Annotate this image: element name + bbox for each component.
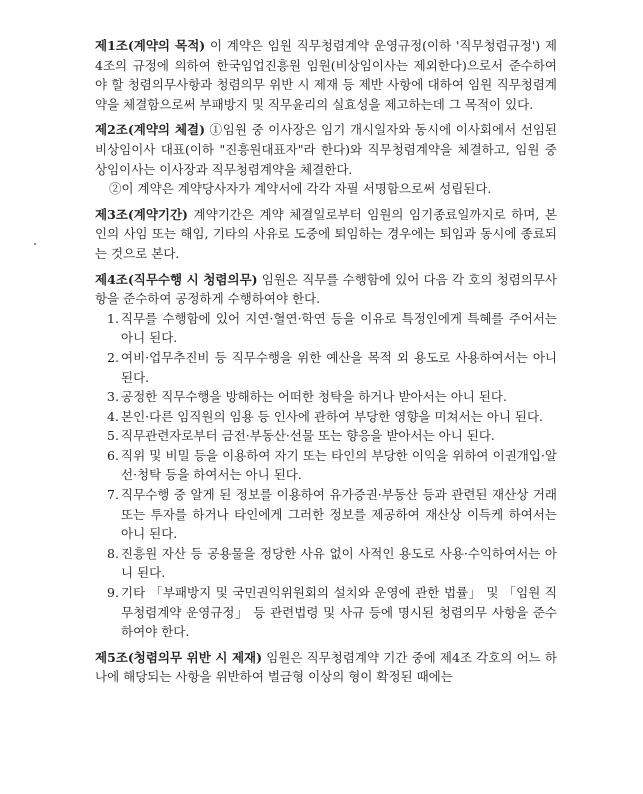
article-3-paragraph <box>95 205 557 264</box>
list-item <box>107 407 557 427</box>
article-2-sub: ②이 계약은 계약당사자가 계약서에 각각 자필 서명함으로써 성립된다. <box>109 181 492 197</box>
list-item <box>107 309 557 348</box>
item-text: 직무를 수행함에 있어 지연·혈연·학연 등을 이유로 특정인에게 특혜를 주어서는 아니 된다. <box>121 310 557 346</box>
article-4-items <box>95 309 557 642</box>
article-5 <box>95 648 557 687</box>
item-text: 공정한 직무수행을 방해하는 어떠한 청탁을 하거나 받아서는 아니 된다. <box>121 389 507 405</box>
item-number: 1. <box>107 310 119 326</box>
article-2-text: ①임원 중 이사장은 임기 개시일자와 동시에 이사회에서 선임된 비상임이사 대표(이하 "진흥원대표자"라 한다)와 직무청렴계약을 체결하고, 임원 중 상임이사는 이사장과 직무청렴계약을 체결한다. <box>95 122 557 177</box>
article-2-paragraph <box>95 120 557 179</box>
article-1-title: 제1조(계약의 목적) <box>95 38 206 53</box>
article-3 <box>95 205 557 264</box>
list-item <box>107 426 557 446</box>
item-text: 직무관련자로부터 금전·부동산·선물 또는 향응을 받아서는 아니 된다. <box>121 428 495 444</box>
article-4 <box>95 270 557 642</box>
list-item <box>107 446 557 485</box>
item-number: 5. <box>107 428 119 444</box>
article-1-paragraph <box>95 36 557 114</box>
article-5-title: 제5조(청렴의무 위반 시 제재) <box>95 649 263 665</box>
list-item <box>107 583 557 642</box>
article-2 <box>95 120 557 198</box>
item-number: 9. <box>107 585 119 601</box>
article-2-title: 제2조(계약의 체결) <box>95 122 206 138</box>
list-item <box>107 387 557 407</box>
stray-dot <box>34 243 36 245</box>
item-number: 7. <box>107 487 119 503</box>
item-text: 기타 「부패방지 및 국민권익위원회의 설치와 운영에 관한 법률」 및 「임원 직무청렴계약 운영규정」 등 관련법령 및 사규 등에 명시된 청렴의무 사항을 준수하여야 한다. <box>121 585 557 640</box>
item-number: 4. <box>107 408 119 424</box>
article-4-paragraph <box>95 270 557 309</box>
item-number: 2. <box>107 349 119 365</box>
document-body <box>95 36 557 693</box>
list-item <box>107 348 557 387</box>
item-number: 6. <box>107 447 119 463</box>
list-item <box>107 485 557 544</box>
article-4-text: 임원은 직무를 수행함에 있어 다음 각 호의 청렴의무사항을 준수하여 공정하게 수행하여야 한다. <box>95 271 557 307</box>
article-4-title: 제4조(직무수행 시 청렴의무) <box>95 271 258 287</box>
item-number: 8. <box>107 545 119 561</box>
article-5-paragraph <box>95 648 557 687</box>
article-1-text: 이 계약은 임원 직무청렴계약 운영규정(이하 '직무청렴규정') 제4조의 규정에 의하여 한국임업진흥원 임원(비상임이사는 제외한다)으로서 준수하여야 할 청렴의무사항과 청렴의무 위반 시 제재 등 제반 사항에 대하여 임원 직무청렴계약을 체결함으로써 부패방지 및 직무윤리의 실효성을 제고하는데 그 목적이 있다. <box>95 38 557 112</box>
article-5-text: 임원은 직무청렴계약 기간 중에 제4조 각호의 어느 하나에 해당되는 사항을 위반하여 벌금형 이상의 형이 확정된 때에는 <box>95 649 557 685</box>
item-number: 3. <box>107 389 119 405</box>
item-text: 본인·다른 임직원의 임용 등 인사에 관하여 부당한 영향을 미쳐서는 아니 된다. <box>121 408 544 424</box>
item-text: 직위 및 비밀 등을 이용하여 자기 또는 타인의 부당한 이익을 위하여 이권개입·알선·청탁 등을 하여서는 아니 된다. <box>121 447 557 483</box>
list-item <box>107 544 557 583</box>
item-text: 직무수행 중 알게 된 정보를 이용하여 유가증권·부동산 등과 관련된 재산상 거래 또는 투자를 하거나 타인에게 그러한 정보를 제공하여 재산상 이득케 하여서는 아니 된다. <box>121 487 557 542</box>
article-1 <box>95 36 557 114</box>
article-3-title: 제3조(계약기간) <box>95 206 188 222</box>
item-text: 여비·업무추진비 등 직무수행을 위한 예산을 목적 외 용도로 사용하여서는 아니 된다. <box>121 349 557 385</box>
article-3-text: 계약기간은 계약 체결일로부터 임원의 임기종료일까지로 하며, 본인의 사임 또는 해임, 기타의 사유로 도중에 퇴임하는 경우에는 퇴임과 동시에 종료되는 것으로 본다. <box>95 206 557 261</box>
item-text: 진흥원 자산 등 공용물을 정당한 사유 없이 사적인 용도로 사용·수익하여서는 아니 된다. <box>121 545 557 581</box>
